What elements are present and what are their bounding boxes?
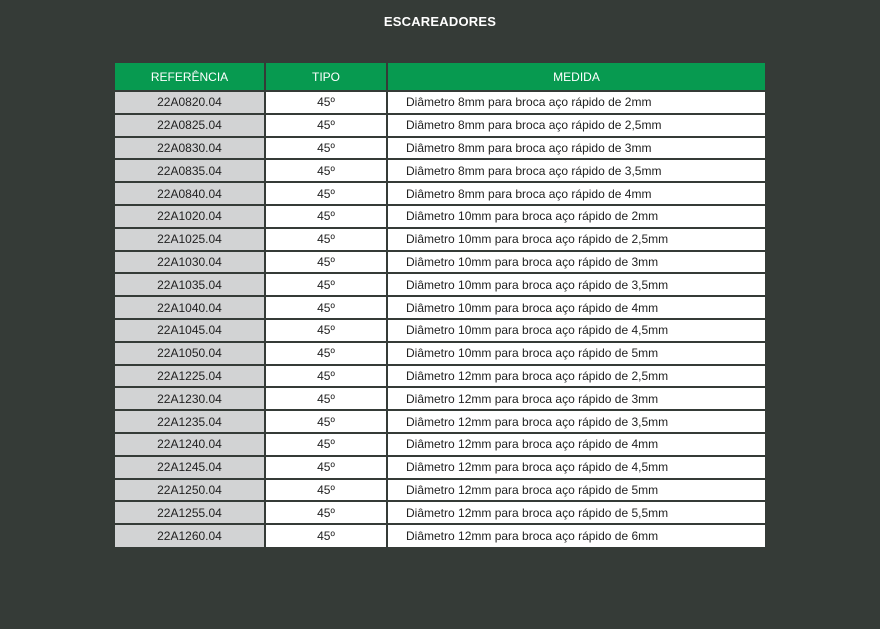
cell-tipo: 45º [265,182,387,205]
table-row [115,342,765,365]
cell-medida: Diâmetro 12mm para broca aço rápido de 3,5mm [387,410,765,433]
cell-referencia: 22A1020.04 [115,205,265,228]
header-medida: MEDIDA [387,63,765,91]
cell-referencia: 22A1040.04 [115,296,265,319]
table-row [115,182,765,205]
cell-tipo: 45º [265,251,387,274]
table-body [115,91,765,547]
cell-medida: Diâmetro 10mm para broca aço rápido de 4mm [387,296,765,319]
cell-tipo: 45º [265,342,387,365]
cell-tipo: 45º [265,456,387,479]
cell-tipo: 45º [265,159,387,182]
table-row [115,251,765,274]
cell-medida: Diâmetro 12mm para broca aço rápido de 3mm [387,387,765,410]
table-header-row [115,63,765,91]
cell-tipo: 45º [265,137,387,160]
table-row [115,114,765,137]
cell-tipo: 45º [265,387,387,410]
cell-tipo: 45º [265,205,387,228]
cell-referencia: 22A1045.04 [115,319,265,342]
cell-referencia: 22A1050.04 [115,342,265,365]
cell-medida: Diâmetro 8mm para broca aço rápido de 3,5mm [387,159,765,182]
cell-medida: Diâmetro 10mm para broca aço rápido de 3,5mm [387,273,765,296]
cell-referencia: 22A0820.04 [115,91,265,114]
cell-tipo: 45º [265,228,387,251]
cell-tipo: 45º [265,501,387,524]
cell-referencia: 22A1235.04 [115,410,265,433]
cell-medida: Diâmetro 8mm para broca aço rápido de 2mm [387,91,765,114]
table-row [115,410,765,433]
page-title: ESCAREADORES [383,14,497,29]
cell-tipo: 45º [265,365,387,388]
table-row [115,228,765,251]
cell-referencia: 22A1035.04 [115,273,265,296]
cell-medida: Diâmetro 10mm para broca aço rápido de 3mm [387,251,765,274]
cell-medida: Diâmetro 8mm para broca aço rápido de 4mm [387,182,765,205]
cell-referencia: 22A1025.04 [115,228,265,251]
cell-referencia: 22A0840.04 [115,182,265,205]
table-row [115,524,765,547]
cell-referencia: 22A1255.04 [115,501,265,524]
cell-tipo: 45º [265,91,387,114]
cell-referencia: 22A1260.04 [115,524,265,547]
cell-medida: Diâmetro 12mm para broca aço rápido de 5mm [387,479,765,502]
cell-medida: Diâmetro 12mm para broca aço rápido de 2,5mm [387,365,765,388]
table-row [115,319,765,342]
table-row [115,273,765,296]
cell-tipo: 45º [265,479,387,502]
cell-tipo: 45º [265,319,387,342]
table-row [115,456,765,479]
cell-tipo: 45º [265,410,387,433]
cell-referencia: 22A1245.04 [115,456,265,479]
table-row [115,205,765,228]
cell-medida: Diâmetro 8mm para broca aço rápido de 3mm [387,137,765,160]
cell-medida: Diâmetro 10mm para broca aço rápido de 5mm [387,342,765,365]
table-row [115,159,765,182]
cell-referencia: 22A0825.04 [115,114,265,137]
table-row [115,501,765,524]
header-tipo: TIPO [265,63,387,91]
cell-referencia: 22A1240.04 [115,433,265,456]
table-row [115,479,765,502]
cell-tipo: 45º [265,273,387,296]
cell-referencia: 22A0830.04 [115,137,265,160]
table-row [115,433,765,456]
cell-referencia: 22A1250.04 [115,479,265,502]
cell-medida: Diâmetro 10mm para broca aço rápido de 4,5mm [387,319,765,342]
cell-medida: Diâmetro 10mm para broca aço rápido de 2,5mm [387,228,765,251]
cell-referencia: 22A0835.04 [115,159,265,182]
table-row [115,137,765,160]
table-row [115,387,765,410]
cell-medida: Diâmetro 12mm para broca aço rápido de 4,5mm [387,456,765,479]
cell-medida: Diâmetro 12mm para broca aço rápido de 6mm [387,524,765,547]
cell-tipo: 45º [265,433,387,456]
header-referencia: REFERÊNCIA [115,63,265,91]
table-row [115,296,765,319]
table-row [115,365,765,388]
cell-referencia: 22A1230.04 [115,387,265,410]
cell-tipo: 45º [265,524,387,547]
cell-tipo: 45º [265,114,387,137]
product-table [115,63,765,547]
table-row [115,91,765,114]
cell-medida: Diâmetro 8mm para broca aço rápido de 2,5mm [387,114,765,137]
cell-referencia: 22A1225.04 [115,365,265,388]
cell-tipo: 45º [265,296,387,319]
cell-medida: Diâmetro 12mm para broca aço rápido de 5,5mm [387,501,765,524]
cell-medida: Diâmetro 12mm para broca aço rápido de 4mm [387,433,765,456]
cell-medida: Diâmetro 10mm para broca aço rápido de 2mm [387,205,765,228]
cell-referencia: 22A1030.04 [115,251,265,274]
